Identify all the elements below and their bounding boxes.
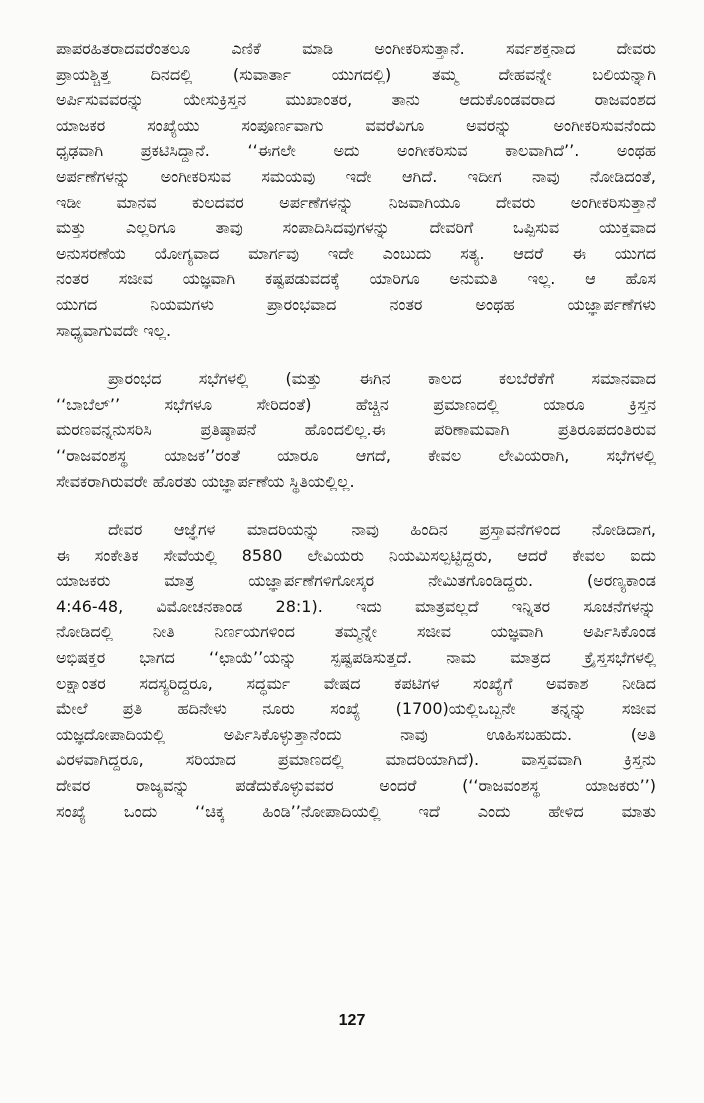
text-line: ನಂತರ ಸಜೀವ ಯಜ್ಞವಾಗಿ ಕಷ್ಟಪಡುವದಕ್ಕೆ ಯಾರಿಗೂ ಅನುಮತಿ ಇಲ್ಲ. ಆ ಹೊಸ xyxy=(56,269,656,289)
text-line: ಯಜ್ಞದೋಪಾದಿಯಲ್ಲಿ ಅರ್ಪಿಸಿಕೊಳ್ಳುತ್ತಾನೆಂದು ನಾವು ಊಹಿಸಬಹುದು. (ಅತಿ xyxy=(56,724,656,744)
text-line: ವಿರಳವಾಗಿದ್ದರೂ, ಸರಿಯಾದ ಪ್ರಮಾಣದಲ್ಲಿ ಮಾದರಿಯಾಗಿದೆ). ವಾಸ್ತವವಾಗಿ ಕ್ರಿಸ್ತನು xyxy=(56,750,656,770)
text-line: ಯಾಜಕರು ಮಾತ್ರ ಯಜ್ಞಾರ್ಪಣೆಗಳಿಗೋಸ್ಕರ ನೇಮಿತಗೊಂಡಿದ್ದರು. (ಅರಣ್ಯಕಾಂಡ xyxy=(56,571,656,591)
text-line: ಸೇವಕರಾಗಿರುವರೇ ಹೊರತು ಯಜ್ಞಾರ್ಪಣೆಯ ಸ್ಥಿತಿಯಲ್ಲಿಲ್ಲ. xyxy=(56,471,355,491)
text-line: ಈ ಸಂಕೇತಿಕ ಸೇವೆಯಲ್ಲಿ 8580 ಲೇವಿಯರು ನಿಯಮಿಸಲ್ಪಟ್ಟಿದ್ದರು, ಆದರೆ ಕೇವಲ ಐದು xyxy=(56,545,656,565)
text-line: ಮತ್ತು ಎಲ್ಲರಿಗೂ ತಾವು ಸಂಪಾದಿಸಿದವುಗಳನ್ನು ದೇವರಿಗೆ ಒಪ್ಪಿಸುವ ಯುಕ್ತವಾದ xyxy=(56,218,656,238)
paragraph-2 xyxy=(56,366,656,494)
text-line: ‘‘ಬಾಬೆಲ್’’ ಸಭೆಗಳೂ ಸೇರಿದಂತೆ) ಹೆಚ್ಚಿನ ಪ್ರಮಾಣದಲ್ಲಿ ಯಾರೂ ಕ್ರಿಸ್ತನ xyxy=(56,394,656,414)
text-line: ‘‘ರಾಜವಂಶಸ್ಥ ಯಾಜಕ’’ರಂತೆ ಯಾರೂ ಆಗದೆ, ಕೇವಲ ಲೇವಿಯರಾಗಿ, ಸಭೆಗಳಲ್ಲಿ xyxy=(56,445,656,465)
text-line: ದೇವರ ರಾಜ್ಯವನ್ನು ಪಡೆದುಕೊಳ್ಳುವವರ ಅಂದರೆ (‘‘ರಾಜವಂಶಸ್ಥ ಯಾಜಕರು’’) xyxy=(56,776,656,796)
paragraph-gap xyxy=(56,494,656,517)
text-line: ಇಡೀ ಮಾನವ ಕುಲದವರ ಅರ್ಪಣೆಗಳನ್ನು ನಿಜವಾಗಿಯೂ ದೇವರು ಅಂಗೀಕರಿಸುತ್ತಾನೆ xyxy=(56,192,656,212)
document-page xyxy=(56,36,656,1076)
page-number: 127 xyxy=(338,1012,366,1029)
text-line: ಪ್ರಾಯಶ್ಚಿತ್ತ ದಿನದಲ್ಲಿ (ಸುವಾರ್ತಾ ಯುಗದಲ್ಲಿ) ತಮ್ಮ ದೇಹವನ್ನೇ ಬಲಿಯನ್ನಾಗಿ xyxy=(56,64,656,84)
text-line: ಲಕ್ಷಾಂತರ ಸದಸ್ಯರಿದ್ದರೂ, ಸದ್ಧರ್ಮ ವೇಷದ ಕಪಟಿಗಳ ಸಂಖ್ಯೆಗೆ ಅವಕಾಶ ನೀಡಿದ xyxy=(56,673,656,693)
text-line: ಯುಗದ ನಿಯಮಗಳು ಪ್ರಾರಂಭವಾದ ನಂತರ ಅಂಥಹ ಯಜ್ಞಾರ್ಪಣೆಗಳು xyxy=(56,294,656,314)
text-line: ಅರ್ಪಣೆಗಳನ್ನು ಅಂಗೀಕರಿಸುವ ಸಮಯವು ಇದೇ ಆಗಿದೆ. ಇದೀಗ ನಾವು ನೋಡಿದಂತೆ, xyxy=(56,166,656,186)
text-line: ಪ್ರಾರಂಭದ ಸಭೆಗಳಲ್ಲಿ (ಮತ್ತು ಈಗಿನ ಕಾಲದ ಕಲಬೆರೆಕೆಗೆ ಸಮಾನವಾದ xyxy=(108,369,656,389)
text-line: ಯಾಜಕರ ಸಂಖ್ಯೆಯು ಸಂಪೂರ್ಣವಾಗು ವವರೆವಿಗೂ ಅವರನ್ನು ಅಂಗೀಕರಿಸುವನೆಂದು xyxy=(56,115,656,135)
text-line: ಅರ್ಪಿಸುವವರನ್ನು ಯೇಸುಕ್ರಿಸ್ತನ ಮುಖಾಂತರ, ತಾನು ಆದುಕೊಂಡವರಾದ ರಾಜವಂಶದ xyxy=(56,90,656,110)
paragraph-3 xyxy=(56,517,656,824)
text-line: ಪಾಪರಹಿತರಾದವರೆಂತಲೂ ಎಣಿಕೆ ಮಾಡಿ ಅಂಗೀಕರಿಸುತ್ತಾನೆ. ಸರ್ವಶಕ್ತನಾದ ದೇವರು xyxy=(56,39,656,58)
paragraph-gap xyxy=(56,343,656,366)
text-line: ಧೃಢವಾಗಿ ಪ್ರಕಟಿಸಿದ್ದಾನೆ. ‘‘ಈಗಲೇ ಅದು ಅಂಗೀಕರಿಸುವ ಕಾಲವಾಗಿದೆ’’. ಅಂಥಹ xyxy=(56,141,656,161)
text-line: ಮರಣವನ್ನನುಸರಿಸಿ ಪ್ರತಿಷ್ಠಾಪನೆ ಹೊಂದಲಿಲ್ಲ.ಈ ಪರಿಣಾಮವಾಗಿ ಪ್ರತಿರೂಪದಂತಿರುವ xyxy=(56,420,656,440)
text-line: ಅನುಸರಣೆಯ ಯೋಗ್ಯವಾದ ಮಾರ್ಗವು ಇದೇ ಎಂಬುದು ಸತ್ಯ. ಆದರೆ ಈ ಯುಗದ xyxy=(56,243,656,263)
paragraph-1 xyxy=(56,36,656,343)
text-line: ಸಾಧ್ಯವಾಗುವದೇ ಇಲ್ಲ. xyxy=(56,320,172,340)
text-line: ಸಂಖ್ಯೆ ಒಂದು ‘‘ಚಿಕ್ಕ ಹಿಂಡಿ’’ನೋಪಾದಿಯಲ್ಲಿ ಇದೆ ಎಂದು ಹೇಳಿದ ಮಾತು xyxy=(56,801,656,821)
text-line: ದೇವರ ಆಜ್ಞೆಗಳ ಮಾದರಿಯನ್ನು ನಾವು ಹಿಂದಿನ ಪ್ರಸ್ತಾವನೆಗಳಿಂದ ನೋಡಿದಾಗ, xyxy=(108,520,656,540)
text-line: ನೋಡಿದಲ್ಲಿ ನೀತಿ ನಿರ್ಣಯಗಳಿಂದ ತಮ್ಮನ್ನೇ ಸಜೀವ ಯಜ್ಞವಾಗಿ ಅರ್ಪಿಸಿಕೊಂಡ xyxy=(56,622,656,642)
text-line: ಅಭಿಷಕ್ತರ ಭಾಗದ ‘‘ಛಾಯೆ’’ಯನ್ನು ಸ್ಪಷ್ಟಪಡಿಸುತ್ತದೆ. ನಾಮ ಮಾತ್ರದ ಕ್ರೈಸ್ತಸಭೆಗಳಲ್ಲಿ xyxy=(56,648,656,668)
text-line: 4:46-48, ವಿಮೋಚನಕಾಂಡ 28:1). ಇದು ಮಾತ್ರವಲ್ಲದೆ ಇನ್ನಿತರ ಸೂಚನೆಗಳನ್ನು xyxy=(56,596,656,616)
text-line: ಮೇಲೆ ಪ್ರತಿ ಹದಿನೇಳು ನೂರು ಸಂಖ್ಯೆ (1700)ಯಲ್ಲಿಒಬ್ಬನೇ ತನ್ನನ್ನು ಸಜೀವ xyxy=(56,699,656,719)
